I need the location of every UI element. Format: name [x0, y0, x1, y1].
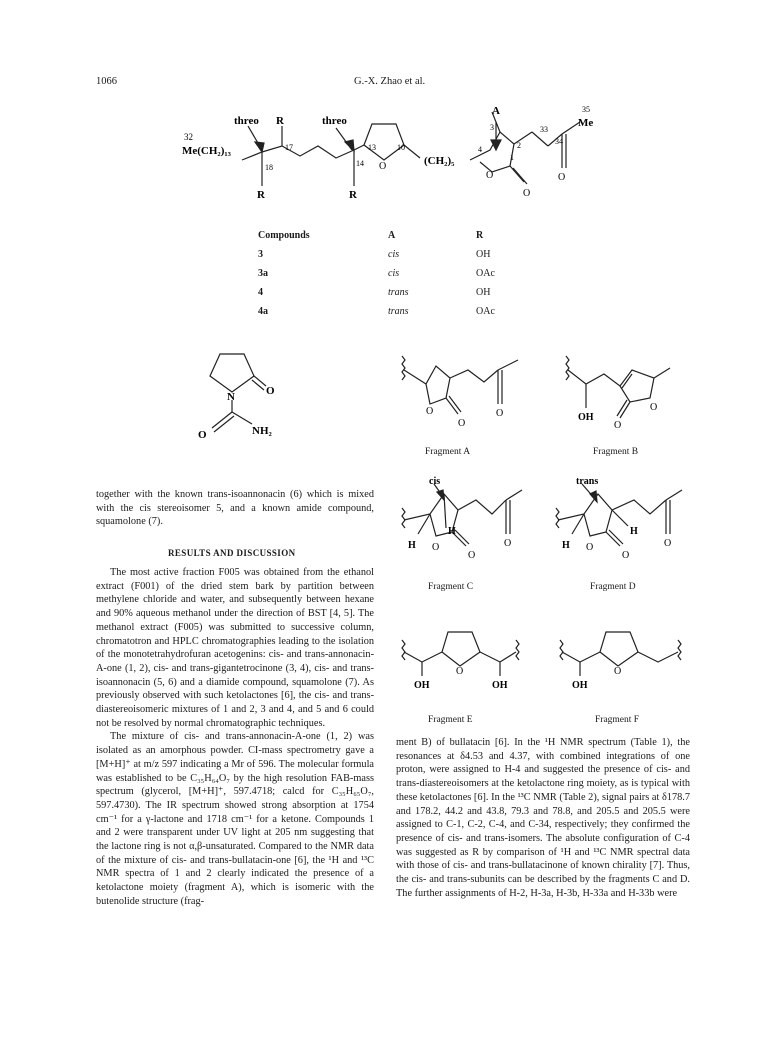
table-row: 4a trans OAc [258, 306, 495, 317]
paragraph: The mixture of cis- and trans-annonacin-A-one (1, 2) was isolated as an amorphous powder. CI-mass spectrometry gave a [M+H]⁺ at m/z 597 indicating a Mr of 596. The molecular formula was established to be C₃₅H₆₄O₇ by the high resolution FAB-mass spectrum (glycerol, [M+H]⁺, 597.4718; calcd for C₃₅H₆₅O₇, 597.4730). The IR spectrum showed strong absorption at 1754 cm⁻¹ for a γ-lactone and 1718 cm⁻¹ for a ketone. Compounds 1 and 2 were transparent under UV light at 205 nm suggesting that the lactone ring is not α,β-unsaturated. Compared to the NMR data of the mixture of cis- and trans-bullatacin-one [6], the ¹H and ¹³C NMR spectra of 1 and 2 clearly indicated the presence of a ketolactone moiety (fragment A), which is isomeric with the butenolide structure (frag- [96, 731, 374, 907]
c10-label: 10 [397, 143, 405, 152]
fragment-d-ketone-oxygen: O [664, 538, 672, 549]
fragment-c-ketone-oxygen: O [504, 538, 512, 549]
fragment-a-ketone-oxygen: O [496, 408, 504, 419]
fragment-a-structure [396, 348, 526, 433]
c14-label: 14 [356, 159, 364, 168]
squamolone-o2: O [198, 429, 207, 441]
c1-label: 1 [510, 153, 514, 162]
c33-label: 33 [540, 125, 548, 134]
main-structure-diagram [0, 0, 768, 230]
squamolone-n: N [227, 391, 235, 403]
left-column-body [96, 566, 374, 909]
c13-label: 13 [368, 143, 376, 152]
c4-label: 4 [478, 145, 482, 154]
fragment-f-oh: OH [572, 680, 588, 690]
fragment-d-structure [550, 470, 700, 560]
fragment-e-structure [396, 610, 536, 690]
r-bottom-left-label: R [257, 189, 265, 201]
c32-label: 32 [184, 132, 193, 142]
compounds-table-header: Compounds A R [258, 230, 484, 241]
fragment-f-label: Fragment F [595, 715, 640, 725]
c35-label: 35 [582, 105, 590, 114]
fragment-b-carbonyl-oxygen: O [614, 420, 622, 431]
carbonyl-oxygen-label: O [523, 188, 531, 199]
c18-label: 18 [265, 163, 273, 172]
paragraph: ment B) of bullatacin [6]. In the ¹H NMR spectrum (Table 1), the resonances at δ4.53 and 4.37, with combined integrations of one proton, were assigned to H-4 and suggested the presence of cis- and trans-diastereoisomers at the ketolactone ring moiety, as is typical with these ketolactones [6]. In the ¹³C NMR (Table 2), signal pairs at δ178.7 and 178.2, 44.2 and 43.8, 79.3 and 78.8, and 205.5 and 205.5 were assigned to C-1, C-2, C-4, and C-34, respectively; they confirmed the presence of cis- and trans-isomers. The absolute configuration of C-4 was suggested as R by comparison of ¹H and ¹³C NMR spectral data with those of cis- and trans-bullatacinone of known chirality [7]. Thus, the cis- and trans-subunits can be described by the fragments C and D. The further assignments of H-2, H-3a, H-3b, H-33a and H-33b were [396, 737, 690, 899]
fragment-b-label: Fragment B [593, 447, 639, 457]
a-label: A [492, 105, 500, 117]
fragment-e-oh1: OH [414, 680, 430, 690]
me-ch2-label: Me(CH₂)₁₃ [182, 145, 231, 157]
fragment-d-carbonyl-oxygen: O [622, 550, 630, 560]
fragment-a-ring-oxygen: O [426, 406, 434, 417]
fragment-c-structure [396, 470, 526, 560]
intro-paragraph: together with the known trans-isoannonacin (6) which is mixed with the cis stereoisomer 5, and a known amide compound, squamolone (7). [96, 489, 374, 528]
fragment-e-ring-oxygen: O [456, 666, 464, 677]
threo-right-label: threo [322, 115, 347, 127]
thf-oxygen-label: O [379, 161, 387, 172]
c17-label: 17 [285, 143, 293, 152]
me-label: Me [578, 117, 594, 129]
ketone-oxygen-label: O [558, 172, 566, 183]
fragment-c-carbonyl-oxygen: O [468, 550, 476, 560]
fragment-d-label: Fragment D [590, 582, 636, 592]
compounds-table [258, 226, 528, 321]
fragment-c-stereo: cis [429, 476, 441, 487]
table-row: 3 cis OH [258, 249, 491, 260]
fragment-a-carbonyl-oxygen: O [458, 418, 466, 429]
fragment-d-stereo: trans [576, 476, 599, 487]
squamolone-o1: O [266, 385, 275, 397]
c34-label: 34 [555, 137, 563, 146]
page-number: 1066 [96, 76, 117, 87]
fragment-c-h2: H [448, 526, 456, 537]
table-row: 4 trans OH [258, 287, 491, 298]
squamolone-nh2: NH₂ [252, 425, 272, 437]
fragment-e-label: Fragment E [428, 715, 473, 725]
fragment-c-h1: H [408, 540, 416, 551]
paragraph: The most active fraction F005 was obtained from the ethanol extract (F001) of the dried stem bark by partition between methylene chloride and water, and subsequently between hexane and 90% aqueous methanol under the direction of BST [4, 5]. The methanol extract (F005) was submitted to successive column, chromatotron and HPLC chromatographies leading to the isolation of the monotetrahydrofuran acetogenins: cis- and trans-annonacin-A-one (1, 2), cis- and trans-gigantetrocinone (3, 4), cis- and trans-isoannonacin (5, 6) and a diamide compound, squamolone (7). As previously observed with such ketolactones [6], the cis- and trans- diastereoisomeric mixtures of 1 and 2, 3 and 4, and 5 and 6 could not be resolved by normal chromatographic techniques. [96, 567, 374, 729]
section-heading: RESULTS AND DISCUSSION [168, 548, 296, 558]
fragment-d-h1: H [562, 540, 570, 551]
fragment-f-ring-oxygen: O [614, 666, 622, 677]
fragment-a-label: Fragment A [425, 447, 471, 457]
c3-label: 3 [490, 123, 494, 132]
fragment-c-ring-oxygen: O [432, 542, 440, 553]
r-top-label: R [276, 115, 284, 127]
fragment-e-oh2: OH [492, 680, 508, 690]
table-row: 3a cis OAc [258, 268, 495, 279]
fragment-d-ring-oxygen: O [586, 542, 594, 553]
fragment-b-ring-oxygen: O [650, 402, 658, 413]
fragment-b-structure [560, 348, 700, 443]
lactone-oxygen-label: O [486, 170, 494, 181]
c2-label: 2 [517, 141, 521, 150]
squamolone-structure [190, 340, 310, 450]
r-bottom-right-label: R [349, 189, 357, 201]
fragment-c-label: Fragment C [428, 582, 474, 592]
right-column-body [396, 736, 690, 900]
threo-left-label: threo [234, 115, 259, 127]
running-title: G.-X. Zhao et al. [354, 76, 426, 87]
ch2-5-label: (CH₂)₅ [424, 155, 455, 167]
fragment-d-h2: H [630, 526, 638, 537]
fragment-b-oh: OH [578, 412, 594, 423]
fragment-f-structure [554, 610, 704, 690]
